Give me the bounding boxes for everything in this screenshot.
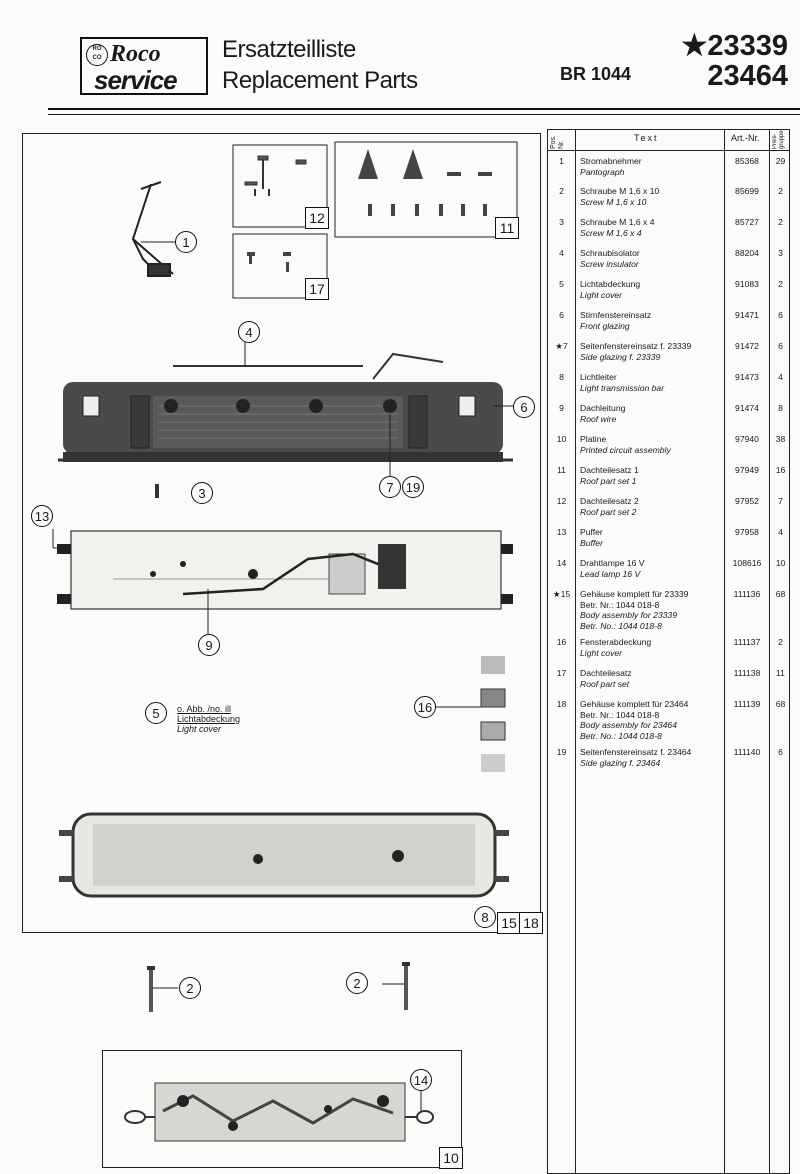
row-text-english: Body assembly for 23339 <box>580 610 677 620</box>
row-text-german: Dachteilesatz <box>580 668 632 678</box>
row-article-number: 111138 <box>733 668 761 678</box>
box-label-11: 11 <box>495 217 519 239</box>
row-position: 2 <box>559 186 564 196</box>
row-text <box>580 589 720 631</box>
row-text-german: Lichtabdeckung <box>580 279 641 289</box>
row-position: 10 <box>556 434 567 444</box>
row-article-number: 97952 <box>735 496 759 506</box>
title-german: Ersatzteilliste <box>222 36 356 63</box>
row-text-english: Printed circuit assembly <box>580 444 671 455</box>
col-art-header: Art.-Nr. <box>731 133 760 143</box>
row-text-english: Light transmission bar <box>580 382 665 393</box>
row-text <box>580 637 720 658</box>
row-text-german: Stromabnehmer <box>580 156 642 166</box>
row-position: 3 <box>559 217 564 227</box>
title-english: Replacement Parts <box>222 67 418 94</box>
row-text <box>580 699 720 741</box>
row-text-english: Front glazing <box>580 320 630 331</box>
row-text-german: Dachteilesatz 2 <box>580 496 639 506</box>
row-text <box>580 668 720 689</box>
row-operating-number-english: Betr. No.: 1044 018-8 <box>580 620 662 631</box>
row-position: 18 <box>556 699 567 709</box>
model-number: BR 1044 <box>560 64 632 84</box>
exploded-drawing-panel <box>22 133 541 933</box>
roof-part-set-1-icon <box>358 149 492 216</box>
row-text-english: Roof part set 1 <box>580 475 637 486</box>
row-article-number: 85699 <box>735 186 759 196</box>
row-article-number: 97958 <box>735 527 759 537</box>
col-group-header: Preis-gruppe <box>772 130 785 149</box>
row-article-number: 111137 <box>733 637 761 647</box>
row-price-group: 6 <box>778 747 783 757</box>
row-price-group: 2 <box>778 279 783 289</box>
row-text-german: Lichtleiter <box>580 372 617 382</box>
callout-7: 7 <box>379 476 401 498</box>
row-text-english: Screw insulator <box>580 258 639 269</box>
row-text <box>580 465 720 486</box>
row-article-number: 85368 <box>735 156 759 166</box>
box-label-18: 18 <box>519 912 543 934</box>
row-article-number: 111139 <box>733 699 761 709</box>
row-price-group: 68 <box>775 699 786 709</box>
roof-part-set-2-icon <box>245 156 306 196</box>
row-text-english: Lead lamp 16 V <box>580 568 641 579</box>
row-position: ★15 <box>552 589 571 599</box>
roco-seal-icon: RO CO <box>86 44 108 66</box>
locomotive-body-icon <box>58 354 513 462</box>
row-text-german: Schraubisolator <box>580 248 640 258</box>
row-text <box>580 279 720 300</box>
row-position: 1 <box>559 156 564 166</box>
callout-1: 1 <box>175 231 197 253</box>
row-position: 4 <box>559 248 564 258</box>
row-position: 8 <box>559 372 564 382</box>
row-price-group: 6 <box>778 310 783 320</box>
row-text-english: Light cover <box>580 289 623 300</box>
note-line-2: Lichtabdeckung <box>177 714 241 724</box>
callout-2a: 2 <box>179 977 201 999</box>
printed-circuit-icon <box>103 1051 461 1167</box>
pcb-panel <box>102 1050 462 1168</box>
row-price-group: 29 <box>775 156 786 166</box>
row-text-english: Side glazing f. 23464 <box>580 757 661 768</box>
row-text <box>580 217 720 238</box>
row-text <box>580 156 720 177</box>
callout-19: 19 <box>402 476 424 498</box>
row-text-english: Screw M 1,6 x 10 <box>580 196 647 207</box>
callout-14: 14 <box>410 1069 432 1091</box>
row-text-german: Seitenfenstereinsatz f. 23339 <box>580 341 692 351</box>
callout-5: 5 <box>145 702 167 724</box>
callout-9: 9 <box>198 634 220 656</box>
article-number-2: 23464 <box>707 60 788 92</box>
parts-table <box>547 129 790 1174</box>
row-price-group: 8 <box>778 403 783 413</box>
row-text <box>580 747 720 768</box>
screws-illustration <box>130 960 430 1020</box>
row-position: 17 <box>556 668 567 678</box>
logo-service-text: service <box>94 65 177 95</box>
header-rule <box>48 108 800 110</box>
callout-6: 6 <box>513 396 535 418</box>
row-article-number: 91471 <box>735 310 759 320</box>
roof-part-set-icon <box>247 252 291 272</box>
row-text <box>580 186 720 207</box>
row-text-german: Schraube M 1,6 x 10 <box>580 186 660 196</box>
row-text-english: Body assembly for 23464 <box>580 720 677 730</box>
col-text-header: Text <box>634 133 659 143</box>
row-text <box>580 496 720 517</box>
row-text-german: Seitenfenstereinsatz f. 23464 <box>580 747 692 757</box>
row-article-number: 111136 <box>733 589 761 599</box>
row-text <box>580 434 720 455</box>
row-text-english: Roof wire <box>580 413 617 424</box>
locomotive-frame-icon <box>57 531 513 609</box>
row-price-group: 38 <box>775 434 786 444</box>
pantograph-icon <box>133 182 173 276</box>
roco-service-logo <box>80 37 208 95</box>
row-text <box>580 248 720 269</box>
callout-2b: 2 <box>346 972 368 994</box>
callout-13: 13 <box>31 505 53 527</box>
row-article-number: 111140 <box>733 747 761 757</box>
row-text-german: Stirnfenstereinsatz <box>580 310 652 320</box>
row-article-number: 88204 <box>735 248 759 258</box>
box-label-10: 10 <box>439 1147 463 1169</box>
row-text <box>580 372 720 393</box>
row-price-group: 2 <box>778 186 783 196</box>
note-line-1: o. Abb. /no. ill <box>177 704 232 714</box>
row-text <box>580 341 720 362</box>
row-operating-number: Betr. Nr.: 1044 018-8 <box>580 709 660 720</box>
row-text-english: Pantograph <box>580 166 625 177</box>
screw-3-icon <box>155 484 159 498</box>
row-text-german: Platine <box>580 434 607 444</box>
row-text <box>580 558 720 579</box>
window-cover-icon <box>481 656 505 772</box>
row-price-group: 2 <box>778 217 783 227</box>
row-price-group: 4 <box>778 372 783 382</box>
row-price-group: 6 <box>778 341 783 351</box>
row-article-number: 91472 <box>735 341 759 351</box>
row-operating-number: Betr. Nr.: 1044 018-8 <box>580 599 660 610</box>
row-price-group: 4 <box>778 527 783 537</box>
box-label-12: 12 <box>305 207 329 229</box>
callout-3: 3 <box>191 482 213 504</box>
row-text-german: Gehäuse komplett für 23464 <box>580 699 689 709</box>
row-text <box>580 527 720 548</box>
logo-roco-text: Roco <box>110 41 161 67</box>
col-pos-header: Pos. Nr. <box>550 134 565 149</box>
box-label-15: 15 <box>497 912 521 934</box>
row-text <box>580 310 720 331</box>
row-text-german: Puffer <box>580 527 603 537</box>
row-position: 13 <box>556 527 567 537</box>
screw-2-icon-b <box>402 962 410 1010</box>
row-article-number: 97940 <box>735 434 759 444</box>
row-article-number: 108616 <box>732 558 762 568</box>
row-article-number: 91474 <box>735 403 759 413</box>
screw-2-icon <box>147 966 155 1012</box>
box-label-17: 17 <box>305 278 329 300</box>
article-number-1: ★23339 <box>681 30 788 62</box>
row-price-group: 16 <box>775 465 786 475</box>
row-text-german: Dachleitung <box>580 403 626 413</box>
row-position: 14 <box>556 558 567 568</box>
note-no-illustration <box>177 704 240 734</box>
row-article-number: 85727 <box>735 217 759 227</box>
row-text-german: Drahtlampe 16 V <box>580 558 645 568</box>
row-price-group: 2 <box>778 637 783 647</box>
row-text-english: Roof part set 2 <box>580 506 637 517</box>
callout-16: 16 <box>414 696 436 718</box>
callout-4: 4 <box>238 321 260 343</box>
row-position: 5 <box>559 279 564 289</box>
row-position: 9 <box>559 403 564 413</box>
table-header <box>548 130 789 151</box>
row-text-german: Gehäuse komplett für 23339 <box>580 589 689 599</box>
row-text-english: Screw M 1,6 x 4 <box>580 227 642 238</box>
row-price-group: 3 <box>778 248 783 258</box>
header-rule-thin <box>48 114 800 115</box>
row-text-german: Dachteilesatz 1 <box>580 465 639 475</box>
row-price-group: 68 <box>775 589 786 599</box>
row-text <box>580 403 720 424</box>
row-position: 6 <box>559 310 564 320</box>
row-text-english: Side glazing f. 23339 <box>580 351 661 362</box>
row-position: 16 <box>556 637 567 647</box>
note-line-3: Light cover <box>177 724 222 734</box>
callout-8: 8 <box>474 906 496 928</box>
row-position: ★7 <box>555 341 568 351</box>
row-article-number: 97949 <box>735 465 759 475</box>
parts-illustration <box>23 134 540 932</box>
row-price-group: 7 <box>778 496 783 506</box>
row-price-group: 10 <box>775 558 786 568</box>
row-operating-number-english: Betr. No.: 1044 018-8 <box>580 730 662 741</box>
row-position: 11 <box>557 465 566 475</box>
row-position: 12 <box>556 496 567 506</box>
row-article-number: 91473 <box>735 372 759 382</box>
part-box-11 <box>335 142 517 237</box>
row-article-number: 91083 <box>735 279 759 289</box>
row-text-german: Schraube M 1,6 x 4 <box>580 217 655 227</box>
row-text-english: Light cover <box>580 647 623 658</box>
row-price-group: 11 <box>776 668 785 678</box>
light-bar-frame-icon <box>59 814 509 896</box>
row-text-english: Roof part set <box>580 678 630 689</box>
row-position: 19 <box>556 747 567 757</box>
row-text-english: Buffer <box>580 537 603 548</box>
row-text-german: Fensterabdeckung <box>580 637 652 647</box>
